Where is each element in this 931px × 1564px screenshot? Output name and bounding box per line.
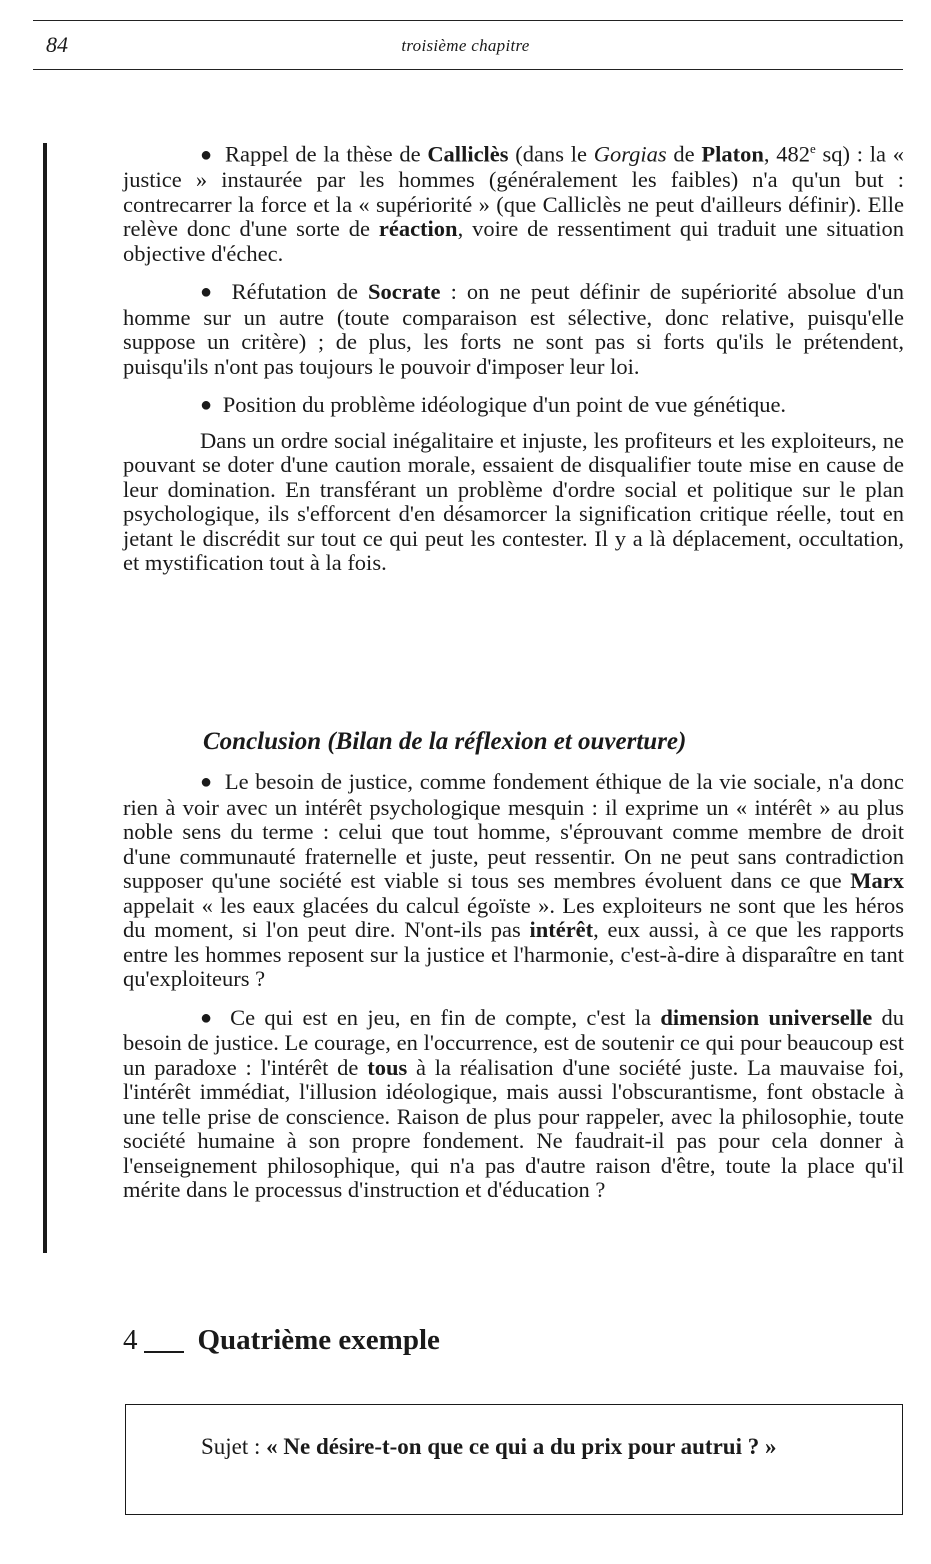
section-dash xyxy=(144,1351,184,1353)
page-number: 84 xyxy=(46,32,68,57)
paragraph-position: ● Position du problème idéologique d'un point de vue génétique. xyxy=(200,392,787,417)
section-heading xyxy=(123,1324,440,1357)
conclusion-text xyxy=(123,770,904,1217)
term-reaction: réaction xyxy=(378,216,458,241)
subject-question: « Ne désire-t-on que ce qui a du prix pour autrui ? » xyxy=(266,1434,777,1459)
subject-box xyxy=(125,1404,903,1515)
paragraph-ordre-social: Dans un ordre social inégalitaire et injuste, les profiteurs et les exploiteurs, ne pouvant se doter d'une caution morale, essaient de disqualifier toute mise en cause de leur domination. En transférant un problème d'ordre social et politique sur le plan psychologique, ils s'efforcent d'en désamorcer la signification critique réelle, tout en jetant le discrédit sur tout ce qui peut les contester. Il y a là déplacement, occultation, et mystification tout à la fois. xyxy=(123,427,904,575)
name-socrate: Socrate xyxy=(368,279,441,304)
section-1-text xyxy=(123,137,904,590)
header-bottom-rule xyxy=(33,69,903,70)
bullet-icon: ● xyxy=(200,1006,216,1029)
bullet-icon: ● xyxy=(200,394,213,416)
paragraph-besoin-justice: ● Le besoin de justice, comme fondement éthique de la vie sociale, n'a donc rien à voir avec un intérêt psychologique mesquin : il exprime un « intérêt » au plus noble sens du terme : celui que tout homme, s'éprouvant comme membre de droit d'une communauté fraternelle et juste, peut ressentir. On ne peut sans contradiction supposer qu'une société est viable si tous ses membres évoluent dans ce que Marx appelait « les eaux glacées du calcul égoïste ». Les exploiteurs ne sont que les héros du moment, si l'on peut dire. N'ont-ils pas intérêt, eux aussi, à ce que les rapports entre les hommes reposent sur la justice et l'harmonie, c'est-à-dire à disparaître en tant qu'exploiteurs ? xyxy=(123,769,904,991)
margin-bar xyxy=(43,143,47,1253)
section-number: 4 xyxy=(123,1324,138,1356)
paragraph-socrate: ● Réfutation de Socrate : on ne peut définir de supériorité absolue d'un homme sur un autre (toute comparaison est sélective, donc relative, puisqu'elle suppose un critère) ; de plus, les forts ne sont pas si forts qu'ils le prétendent, puisqu'ils n'ont pas toujours le pouvoir d'imposer leur loi. xyxy=(123,279,904,379)
paragraph-callicles: ● Rappel de la thèse de Calliclès (dans le Gorgias de Platon, 482e sq) : la « justice » instaurée par les hommes (généralement les faibles) n'a qu'un but : contrecarrer la force et la « supériorité » (que Calliclès ne peut d'ailleurs définir). Elle relève donc d'une sorte de réaction, voire de ressentiment qui traduit une situation objective d'échec. xyxy=(123,141,904,266)
term-tous: tous xyxy=(367,1054,408,1080)
bullet-icon: ● xyxy=(200,143,214,166)
page-header xyxy=(0,0,931,90)
name-marx: Marx xyxy=(850,868,904,893)
subject-label: Sujet : xyxy=(201,1434,267,1459)
bullet-icon: ● xyxy=(200,771,214,793)
title-gorgias: Gorgias xyxy=(593,141,667,167)
subject-text xyxy=(201,1434,841,1460)
name-platon: Platon xyxy=(701,141,764,167)
header-top-rule xyxy=(33,20,903,21)
section-title: Quatrième exemple xyxy=(197,1324,440,1356)
bullet-icon: ● xyxy=(200,281,217,303)
term-dimension-universelle: dimension universelle xyxy=(660,1004,873,1030)
conclusion-title: Conclusion (Bilan de la réflexion et ouverture) xyxy=(203,728,687,755)
paragraph-dimension-universelle: ● Ce qui est en jeu, en fin de compte, c'est la dimension universelle du besoin de justice. Le courage, en l'occurrence, est de soutenir ce qui pour beaucoup est un paradoxe : l'intérêt de tous à la réalisation d'une société juste. La mauvaise foi, l'intérêt immédiat, l'illusion idéologique, mais aussi l'obscurantisme, font obstacle à une telle prise de conscience. Raison de plus pour rappeler, avec la philosophie, toute société humaine à son propre fondement. Ne faudrait-il pas pour cela donner à l'enseignement philosophique, qui n'a pas d'autre raison d'être, toute la place qu'il mérite dans le processus d'instruction et d'éducation ? xyxy=(123,1004,905,1202)
term-interet: intérêt xyxy=(529,917,594,942)
running-head: troisième chapitre xyxy=(401,36,530,55)
name-callicles: Calliclès xyxy=(427,141,509,167)
